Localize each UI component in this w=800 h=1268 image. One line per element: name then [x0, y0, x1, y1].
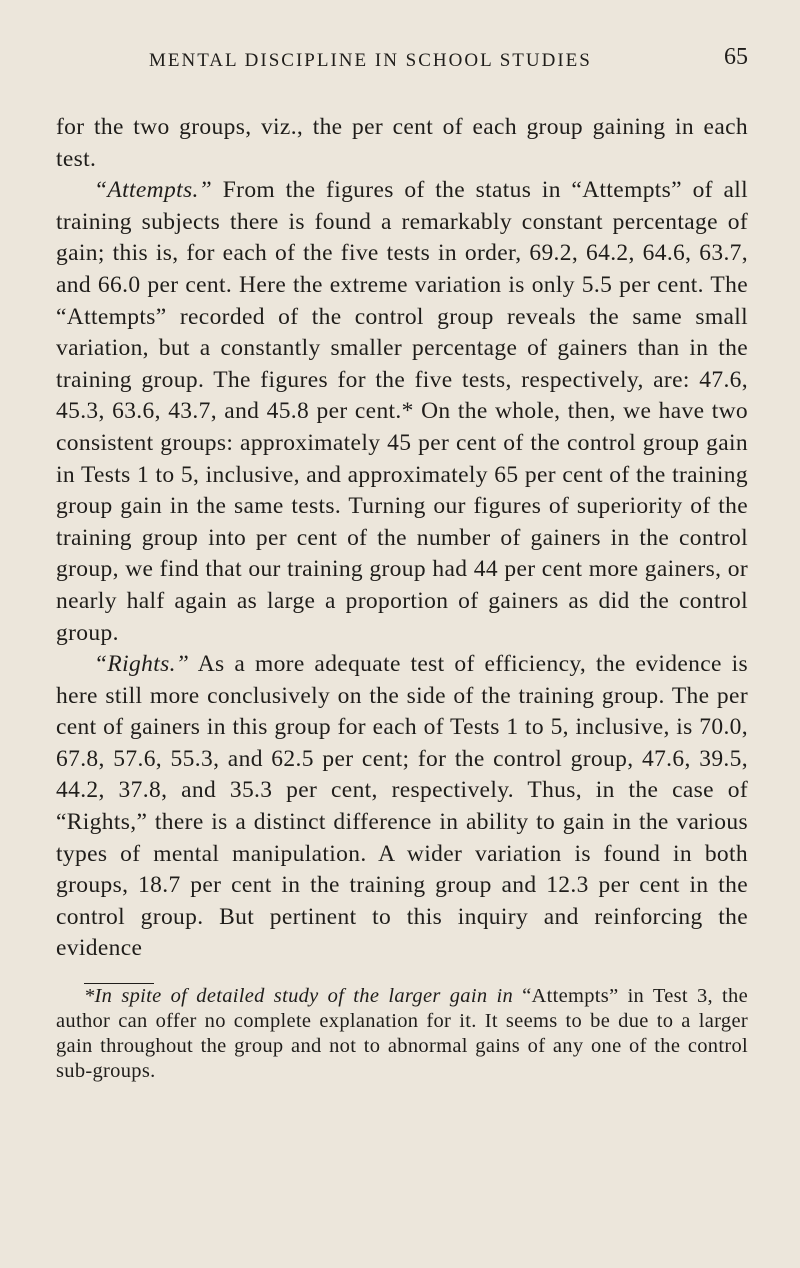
footnote [56, 984, 748, 1084]
paragraph-rights [56, 649, 748, 965]
run-in-heading-rights: “Rights.” [94, 651, 190, 678]
paragraph-rights-text: As a more adequate test of efficiency, the evidence is here still more conclusively on the side of the training group. The per cent of gainers in this group for each of Tests 1 to 5, inclusive, is 70.0, 67.8, 57.6, 55.3, and 62.5 per cent; for the control group, 47.6, 39.5, 44.2, 37.8, and 35.3 per cent, respectively. Thus, in the case of “Rights,” there is a distinct difference in ability to gain in the various types of mental manipulation. A wider variation is found in both groups, 18.7 per cent in the training group and 12.3 per cent in the control group. But pertinent to this inquiry and reinforcing the evidence [56, 651, 748, 962]
paragraph-continuation: for the two groups, viz., the per cent of each group gaining in each test. [56, 114, 748, 172]
page-number: 65 [724, 44, 748, 70]
paragraph-attempts [56, 175, 748, 649]
run-in-heading-attempts: “Attempts.” [94, 177, 213, 204]
footnote-italic-lead: *In spite of detailed study of the larger gain in [84, 985, 523, 1008]
body-text [56, 112, 748, 965]
paragraph-attempts-text: From the figures of the status in “Attempts” of all training subjects there is found a remarkably constant percentage of gain; this is, for each of the five tests in order, 69.2, 64.2, 64.6, 63.7, and 66.0 per cent. Here the extreme variation is only 5.5 per cent. The “Attempts” recorded of the control group reveals the same small variation, but a constantly smaller percentage of gainers than in the training group. The figures for the five tests, respectively, are: 47.6, 45.3, 63.6, 43.7, and 45.8 per cent.* On the whole, then, we have two consistent groups: approximately 45 per cent of the control group gain in Tests 1 to 5, inclusive, and approximately 65 per cent of the training group gain in the same tests. Turning our figures of superiority of the training group into per cent of the number of gainers in the control group, we find that our training group had 44 per cent more gainers, or nearly half again as large a proportion of gainers as did the control group. [56, 177, 748, 646]
running-head [56, 40, 748, 80]
footnote-text: “Attempts” in Test 3, the author can offer no complete explanation for it. It seems to be due to a larger gain throughout the group and not to abnormal gains of any one of the control sub-groups. [56, 985, 749, 1083]
running-title: MENTAL DISCIPLINE IN SCHOOL STUDIES [149, 50, 592, 71]
